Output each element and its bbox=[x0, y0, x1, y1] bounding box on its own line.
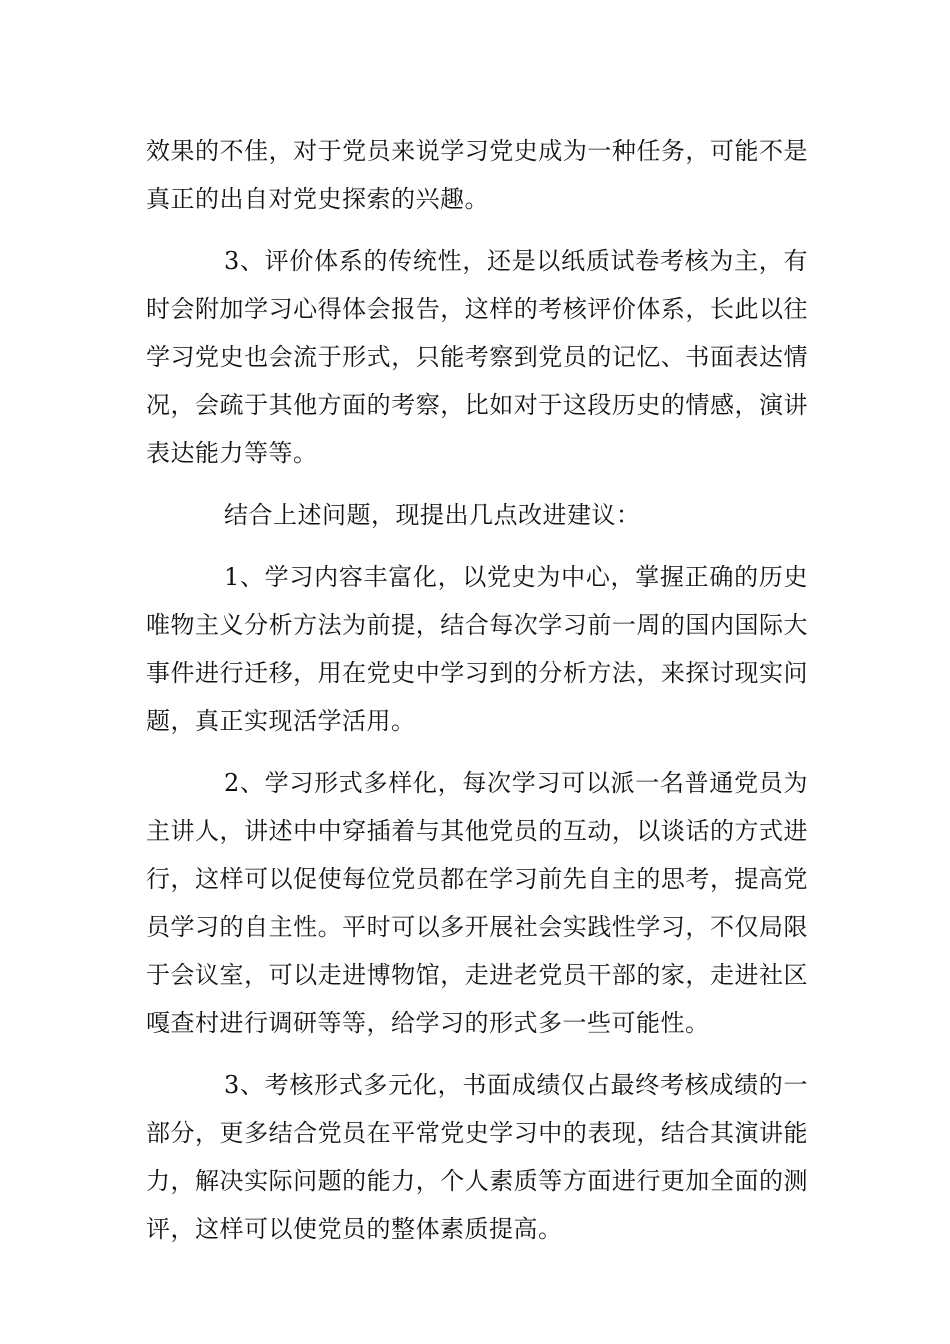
paragraph-6: 3、考核形式多元化，书面成绩仅占最终考核成绩的一部分，更多结合党员在平常党史学习中的表现，结合其演讲能力，解决实际问题的能力，个人素质等方面进行更加全面的测评，这样可以使党员的整体素质提高。 bbox=[146, 1071, 808, 1243]
paragraph-3: 结合上述问题，现提出几点改进建议： bbox=[224, 501, 641, 529]
paragraph-4: 1、学习内容丰富化，以党史为中心，掌握正确的历史唯物主义分析方法为前提，结合每次学习前一周的国内国际大事件进行迁移，用在党史中学习到的分析方法，来探讨现实问题，真正实现活学活用。 bbox=[146, 563, 808, 735]
document-body bbox=[146, 127, 808, 1253]
paragraph-2: 3、评价体系的传统性，还是以纸质试卷考核为主，有时会附加学习心得体会报告，这样的考核评价体系，长此以往学习党史也会流于形式，只能考察到党员的记忆、书面表达情况，会疏于其他方面的考察，比如对于这段历史的情感，演讲表达能力等等。 bbox=[146, 247, 808, 467]
paragraph-5: 2、学习形式多样化，每次学习可以派一名普通党员为主讲人，讲述中中穿插着与其他党员的互动，以谈话的方式进行，这样可以促使每位党员都在学习前先自主的思考，提高党员学习的自主性。平时可以多开展社会实践性学习，不仅局限于会议室，可以走进博物馆，走进老党员干部的家，走进社区嘎查村进行调研等等，给学习的形式多一些可能性。 bbox=[146, 769, 808, 1037]
paragraph-1: 效果的不佳，对于党员来说学习党史成为一种任务，可能不是真正的出自对党史探索的兴趣。 bbox=[146, 137, 808, 213]
